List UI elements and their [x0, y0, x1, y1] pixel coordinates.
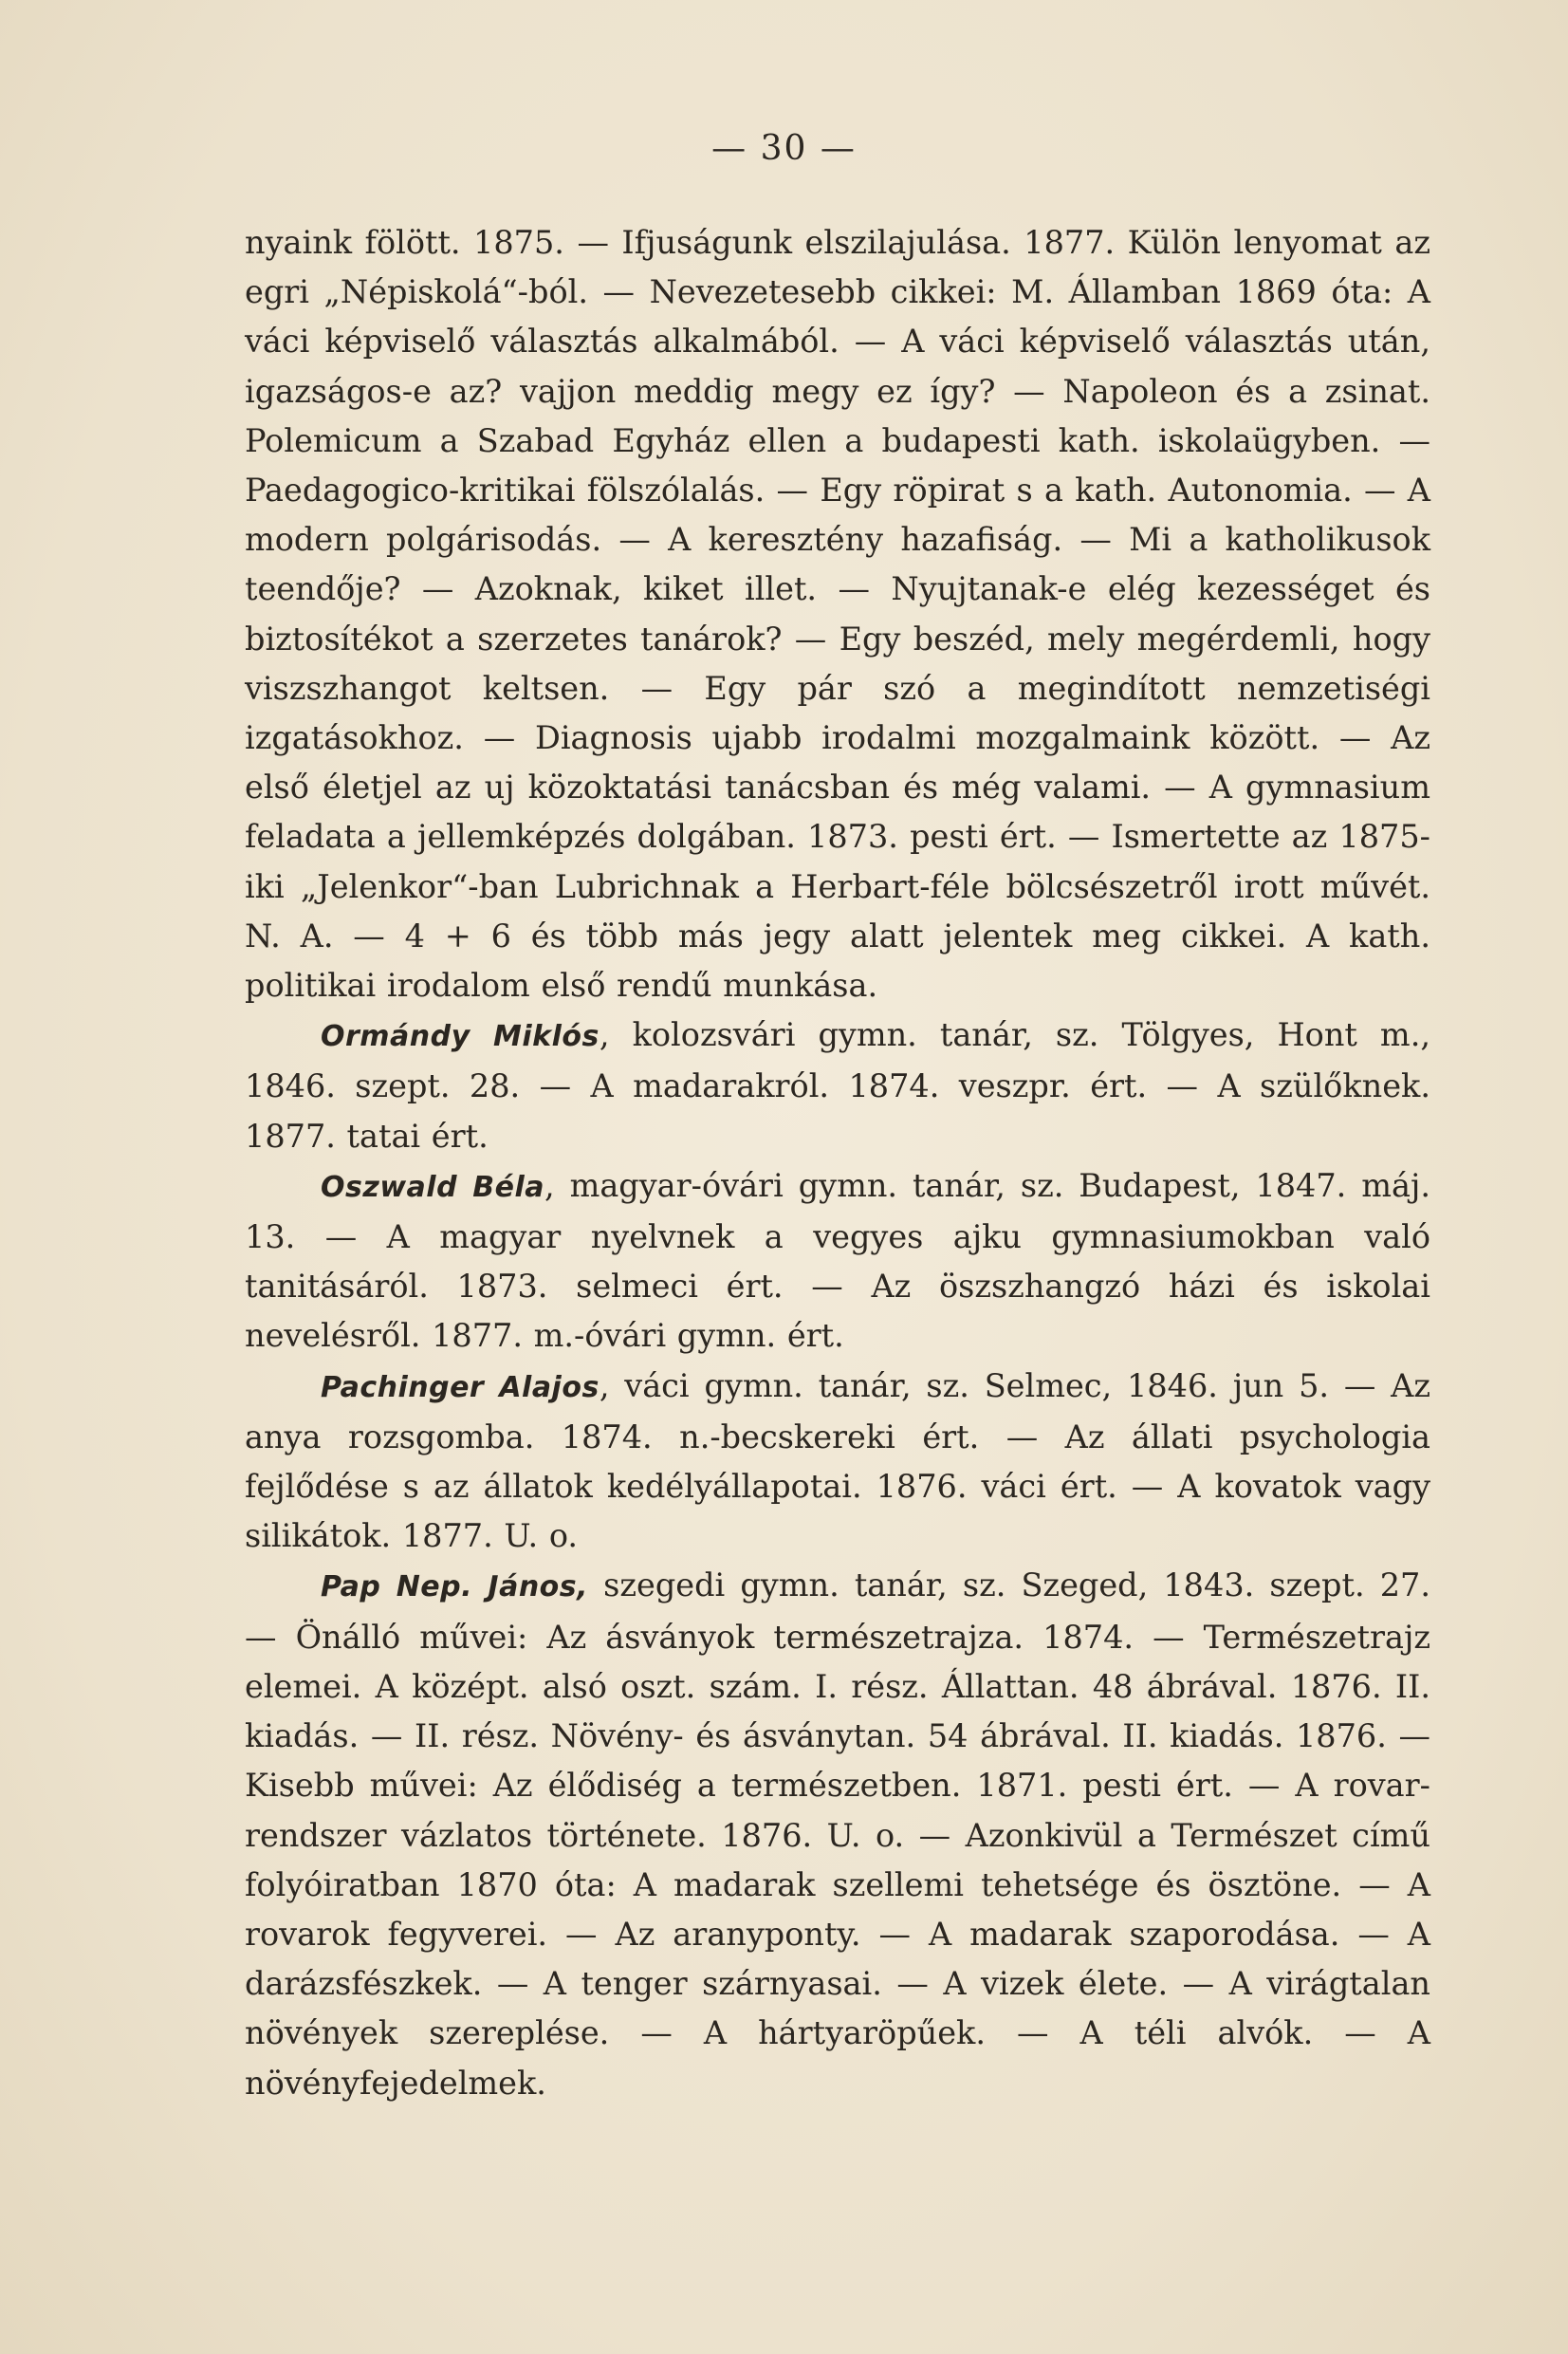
- entry-text: szegedi gymn. tanár, sz. Szeged, 1843. szept. 27. — Önálló művei: Az ásványok természetrajza. 1874. — Természetrajz elemei. A középt. alsó oszt. szám. I. rész. Állattan. 48 ábrával. 1876. II. kiadás. — II. rész. Növény- és ásványtan. 54 ábrával. II. kiadás. 1876. — Kisebb művei: Az élődiség a természetben. 1871. pesti ért. — A rovar-rendszer vázlatos története. 1876. U. o. — Azonkivül a Természet című folyóiratban 1870 óta: A madarak szellemi tehetsége és ösztöne. — A rovarok fegyverei. — Az aranyponty. — A madarak szaporodása. — A darázsfészkek. — A tenger szárnyasai. — A vizek élete. — A virágtalan növények szereplése. — A hártyaröpűek. — A téli alvók. — A növényfejedelmek.: [245, 1566, 1430, 2102]
- entry-author-name: Pap Nep. János,: [321, 1570, 589, 1604]
- entry-text: , magyar-óvári gymn. tanár, sz. Budapest, 1847. máj. 13. — A magyar nyelvnek a vegyes ajku gymnasiumokban való tanitásáról. 1873. selmeci ért. — Az öszszhangzó házi és iskolai nevelésről. 1877. m.-óvári gymn. ért.: [245, 1166, 1430, 1355]
- entry-text: nyaink fölött. 1875. — Ifjuságunk elszilajulása. 1877. Külön lenyomat az egri „Népiskolá“-ból. — Nevezetesebb cikkei: M. Államban 1869 óta: A váci képviselő választás alkalmából. — A váci képviselő választás után, igazságos-e az? vajjon meddig megy ez így? — Napoleon és a zsinat. Polemicum a Szabad Egyház ellen a budapesti kath. iskolaügyben. — Paedagogico-kritikai fölszólalás. — Egy röpirat s a kath. Autonomia. — A modern polgárisodás. — A keresztény hazafiság. — Mi a katholikusok teendője? — Azoknak, kiket illet. — Nyujtanak-e elég kezességet és biztosítékot a szerzetes tanárok? — Egy beszéd, mely megérdemli, hogy viszszhangot keltsen. — Egy pár szó a megindított nemzetiségi izgatásokhoz. — Diagnosis ujabb irodalmi mozgalmaink között. — Az első életjel az uj közoktatási tanácsban és még valami. — A gymnasium feladata a jellemképzés dolgában. 1873. pesti ért. — Ismertette az 1875-iki „Jelenkor“-ban Lubrichnak a Herbart-féle bölcsészetről irott művét. N. A. — 4 + 6 és több más jegy alatt jelentek meg cikkei. A kath. politikai irodalom első rendű munkása.: [245, 224, 1430, 1005]
- entry-author-name: Pachinger Alajos: [321, 1370, 600, 1404]
- entry-continuation: [245, 218, 1430, 1010]
- entry-oszwald: [245, 1161, 1430, 1362]
- entry-author-name: Oszwald Béla: [321, 1170, 544, 1204]
- entry-text: , váci gymn. tanár, sz. Selmec, 1846. jun 5. — Az anya rozsgomba. 1874. n.-becskereki ért. — Az állati psychologia fejlődése s az állatok kedélyállapotai. 1876. váci ért. — A kovatok vagy silikátok. 1877. U. o.: [245, 1366, 1430, 1555]
- entry-pachinger: [245, 1362, 1430, 1562]
- entry-text: , kolozsvári gymn. tanár, sz. Tölgyes, Hont m., 1846. szept. 28. — A madarakról. 1874. veszpr. ért. — A szülőknek. 1877. tatai ért.: [245, 1016, 1430, 1155]
- entry-author-name: Ormándy Miklós: [321, 1020, 600, 1054]
- entry-pap: [245, 1561, 1430, 2107]
- body-text: [245, 218, 1430, 2108]
- page-number: — 30 —: [711, 129, 857, 168]
- entry-ormandy: [245, 1010, 1430, 1161]
